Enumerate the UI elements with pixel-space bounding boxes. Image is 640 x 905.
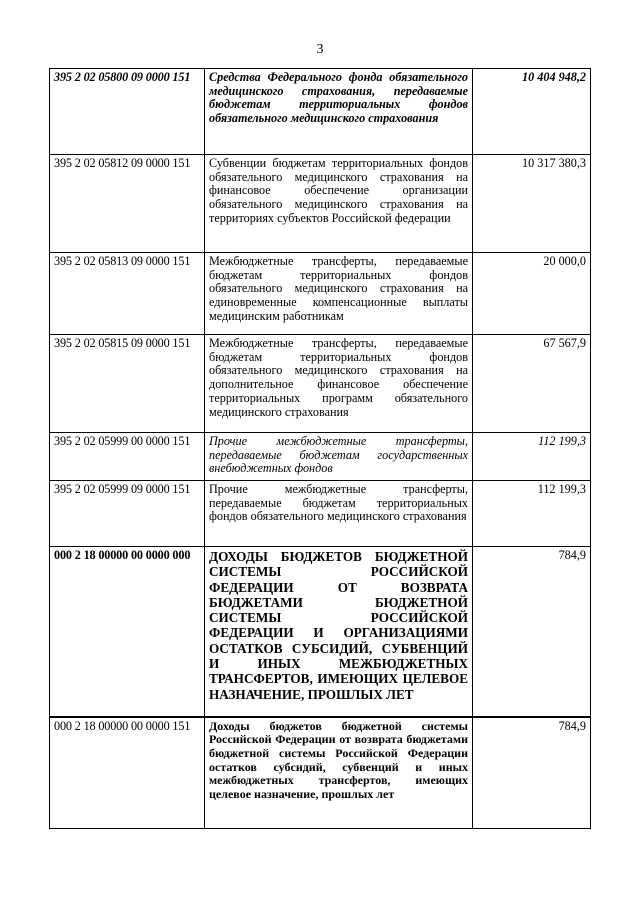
table-row xyxy=(50,253,591,335)
revenue-name-cell: Прочие межбюджетные трансферты, передаваемые бюджетам территориальных фондов обязательного медицинского страхования xyxy=(205,481,473,547)
revenue-name-cell: Межбюджетные трансферты, передаваемые бюджетам территориальных фондов обязательного медицинского страхования на единовременные компенсационные выплаты медицинским работникам xyxy=(205,253,473,335)
amount-cell: 784,9 xyxy=(473,547,591,717)
budget-code-cell: 395 2 02 05812 09 0000 151 xyxy=(50,155,205,253)
budget-code-cell: 000 2 18 00000 00 0000 151 xyxy=(50,717,205,829)
budget-code-cell: 395 2 02 05999 09 0000 151 xyxy=(50,481,205,547)
amount-cell: 67 567,9 xyxy=(473,335,591,433)
amount-cell: 112 199,3 xyxy=(473,433,591,481)
table-row xyxy=(50,717,591,829)
budget-code-cell: 395 2 02 05800 09 0000 151 xyxy=(50,69,205,155)
amount-cell: 10 317 380,3 xyxy=(473,155,591,253)
revenue-name-cell: Субвенции бюджетам территориальных фондов обязательного медицинского страхования на финансовое обеспечение организации обязательного медицинского страхования на территориях субъектов Российской федерации xyxy=(205,155,473,253)
revenue-name-cell: Доходы бюджетов бюджетной системы Российской Федерации от возврата бюджетами бюджетной системы Российской Федерации остатков субсидий, субвенций и иных межбюджетных трансфертов, имеющих целевое назначение, прошлых лет xyxy=(205,717,473,829)
amount-cell: 784,9 xyxy=(473,717,591,829)
revenue-name-cell: Межбюджетные трансферты, передаваемые бюджетам территориальных фондов обязательного медицинского страхования на дополнительное финансовое обеспечение территориальных программ обязательного медицинского страхования xyxy=(205,335,473,433)
table-row xyxy=(50,155,591,253)
table-row xyxy=(50,547,591,717)
table-row xyxy=(50,69,591,155)
budget-revenue-table xyxy=(49,68,591,829)
revenue-name-cell: Средства Федерального фонда обязательного медицинского страхования, передаваемые бюджетам территориальных фондов обязательного медицинского страхования xyxy=(205,69,473,155)
budget-code-cell: 395 2 02 05813 09 0000 151 xyxy=(50,253,205,335)
page-number: 3 xyxy=(316,42,324,57)
amount-cell: 112 199,3 xyxy=(473,481,591,547)
amount-cell: 10 404 948,2 xyxy=(473,69,591,155)
table-row xyxy=(50,481,591,547)
amount-cell: 20 000,0 xyxy=(473,253,591,335)
revenue-name-cell: Прочие межбюджетные трансферты, передаваемые бюджетам государственных внебюджетных фондов xyxy=(205,433,473,481)
revenue-name-cell: ДОХОДЫ БЮДЖЕТОВ БЮДЖЕТНОЙ СИСТЕМЫ РОССИЙСКОЙ ФЕДЕРАЦИИ ОТ ВОЗВРАТА БЮДЖЕТАМИ БЮДЖЕТНОЙ СИСТЕМЫ РОССИЙСКОЙ ФЕДЕРАЦИИ И ОРГАНИЗАЦИЯМИ ОСТАТКОВ СУБСИДИЙ, СУБВЕНЦИЙ И ИНЫХ МЕЖБЮДЖЕТНЫХ ТРАНСФЕРТОВ, ИМЕЮЩИХ ЦЕЛЕВОЕ НАЗНАЧЕНИЕ, ПРОШЛЫХ ЛЕТ xyxy=(205,547,473,717)
budget-code-cell: 395 2 02 05815 09 0000 151 xyxy=(50,335,205,433)
budget-code-cell: 395 2 02 05999 00 0000 151 xyxy=(50,433,205,481)
table-row xyxy=(50,433,591,481)
budget-code-cell: 000 2 18 00000 00 0000 000 xyxy=(50,547,205,717)
table-row xyxy=(50,335,591,433)
